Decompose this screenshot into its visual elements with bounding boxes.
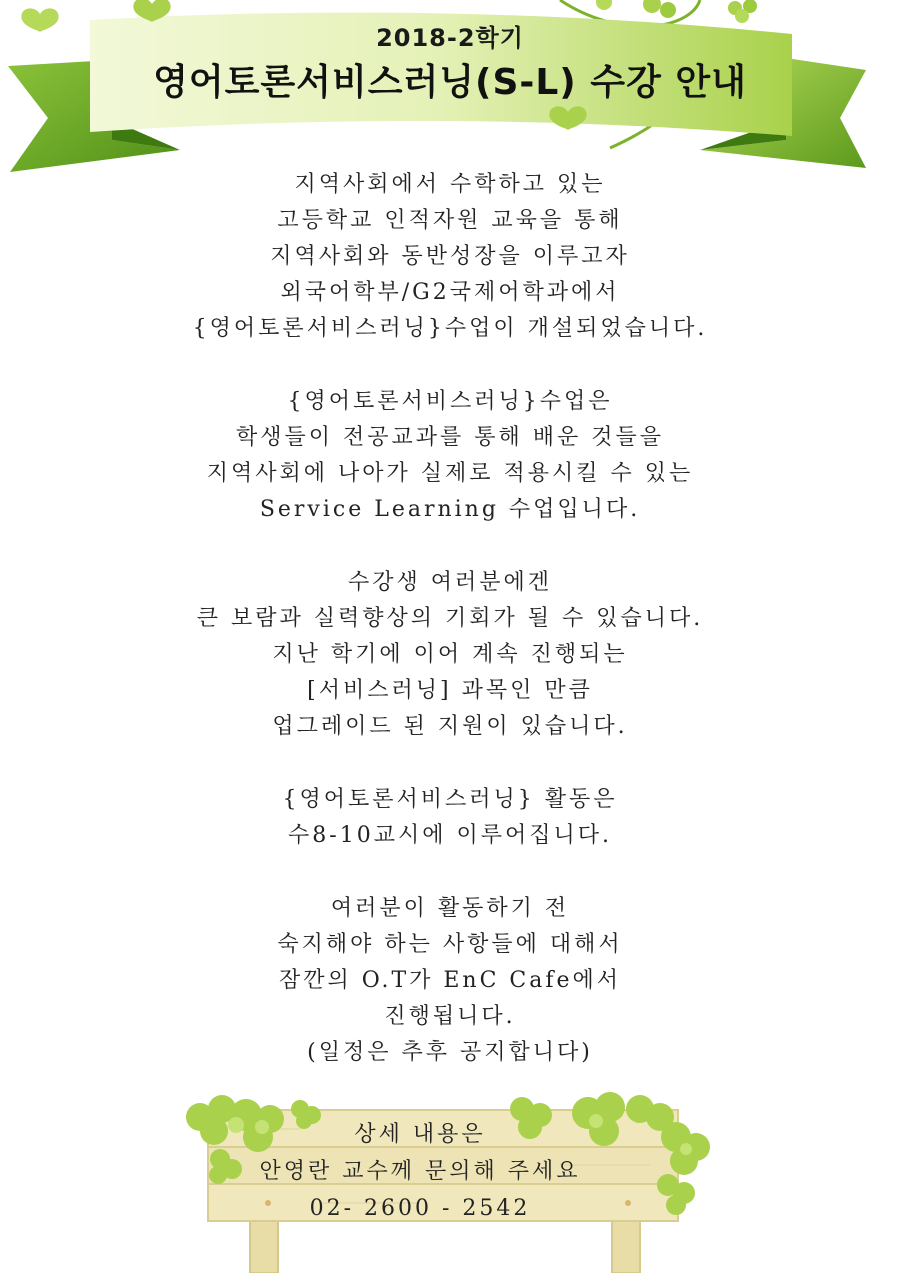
text-line: {영어토론서비스러닝}수업은 — [287, 389, 613, 414]
text-line: 숙지해야 하는 사항들에 대해서 — [277, 932, 623, 957]
text-line: 지역사회에서 수학하고 있는 — [294, 172, 606, 197]
text-line: 고등학교 인적자원 교육을 통해 — [277, 208, 623, 233]
text-line: {영어토론서비스러닝} 활동은 — [282, 787, 618, 812]
text-line: 지역사회와 동반성장을 이루고자 — [270, 244, 630, 269]
text-line: 학생들이 전공교과를 통해 배운 것들을 — [235, 425, 664, 450]
text-line: 여러분이 활동하기 전 — [330, 896, 570, 921]
text-line: 수강생 여러분에겐 — [347, 570, 552, 595]
paragraph-course — [0, 384, 900, 528]
text-line: 업그레이드 된 지원이 있습니다. — [272, 714, 628, 739]
text-line: 큰 보람과 실력향상의 기회가 될 수 있습니다. — [196, 606, 704, 631]
sign-line-phone: 02- 2600 - 2542 — [309, 1196, 531, 1221]
text-line: [서비스러닝] 과목인 만큼 — [307, 678, 593, 703]
paragraph-schedule — [0, 782, 900, 854]
text-line: 지역사회에 나아가 실제로 적용시킬 수 있는 — [206, 461, 694, 486]
announcement-body — [0, 167, 900, 1108]
banner-year-term: 2018-2학기 — [376, 24, 524, 52]
banner-title: 영어토론서비스러닝(S-L) 수강 안내 — [153, 62, 747, 103]
paragraph-intro — [0, 167, 900, 347]
text-line: 외국어학부/G2국제어학과에서 — [280, 280, 620, 305]
text-line: 지난 학기에 이어 계속 진행되는 — [272, 642, 628, 667]
text-line: (일정은 추후 공지합니다) — [307, 1040, 593, 1065]
sign-line-professor: 안영란 교수께 문의해 주세요 — [259, 1159, 581, 1184]
text-line: 수8-10교시에 이루어집니다. — [288, 823, 612, 848]
text-line: 잠깐의 O.T가 EnC Cafe에서 — [278, 968, 622, 993]
text-line: {영어토론서비스러닝}수업이 개설되었습니다. — [192, 316, 708, 341]
text-line: Service Learning 수업입니다. — [259, 497, 641, 522]
paragraph-benefit — [0, 565, 900, 745]
paragraph-orientation — [0, 891, 900, 1071]
text-line: 진행됩니다. — [384, 1004, 516, 1029]
sign-contact-text — [210, 1116, 630, 1227]
sign-line-details: 상세 내용은 — [354, 1122, 486, 1147]
